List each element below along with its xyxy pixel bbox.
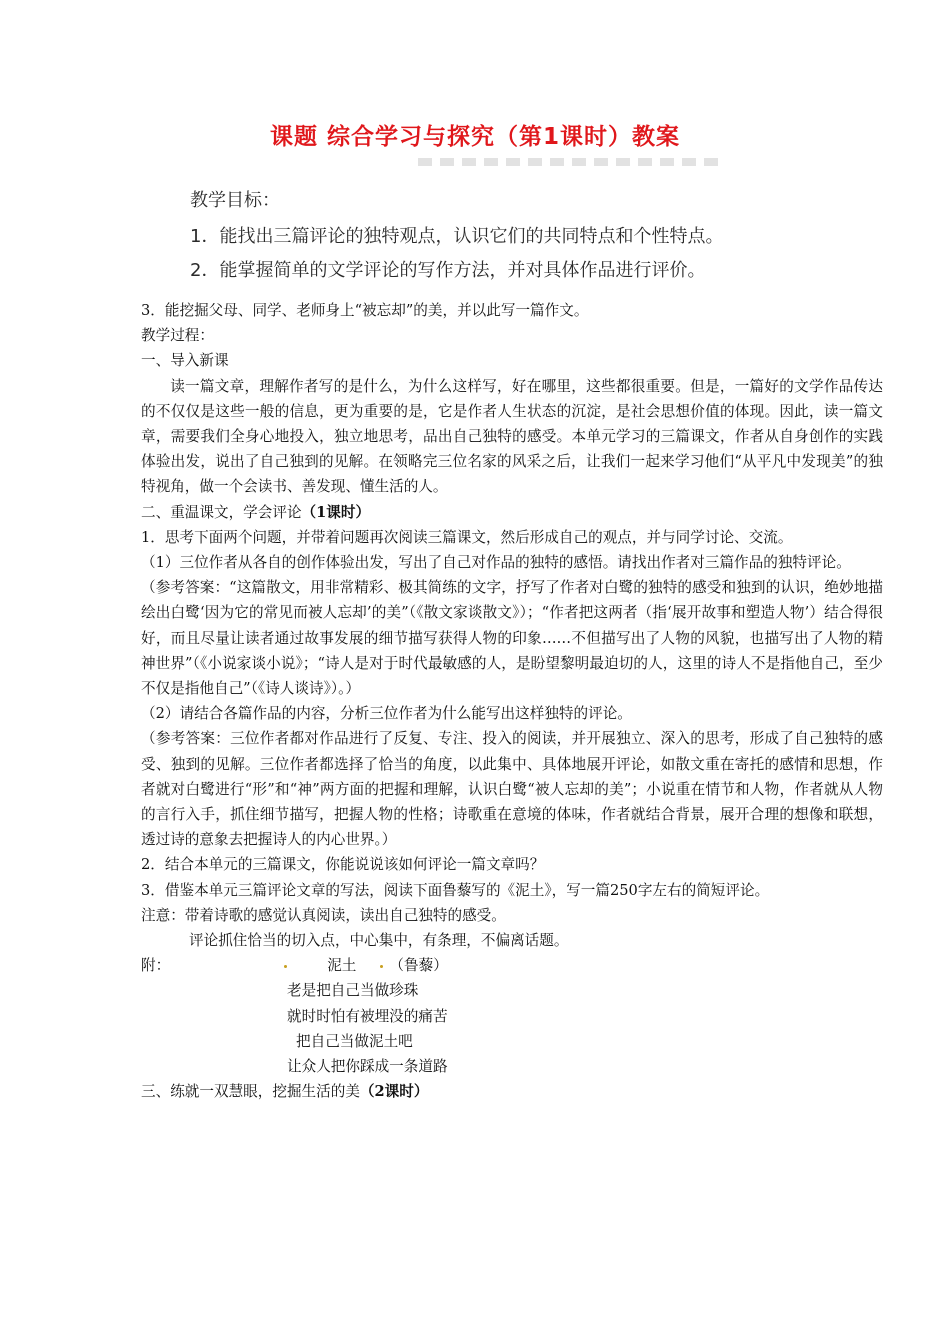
question-3: 3．借鉴本单元三篇评论文章的写法，阅读下面鲁藜写的《泥土》，写一篇250字左右的简短评论。 <box>141 881 770 899</box>
document-body <box>141 298 883 1105</box>
question-2: 2．结合本单元的三篇课文，你能说说该如何评论一篇文章吗？ <box>141 856 545 874</box>
section-3-heading: 三、练就一双慧眼，挖掘生活的美（2课时） <box>141 1083 429 1101</box>
objective-3: 3．能挖掘父母、同学、老师身上“被忘却”的美，并以此写一篇作文。 <box>141 302 589 319</box>
question-1b: （2）请结合各篇作品的内容，分析三位作者为什么能写出这样独特的评论。 <box>141 705 632 723</box>
poem-line: 就时时怕有被埋没的痛苦 <box>287 1007 448 1025</box>
objective-1: 1．能找出三篇评论的独特观点，认识它们的共同特点和个性特点。 <box>190 226 724 247</box>
section-1-heading: 一、导入新课 <box>141 352 229 370</box>
poem-line: 老是把自己当做珍珠 <box>287 982 419 1000</box>
poem-line: 让众人把你踩成一条道路 <box>287 1058 448 1076</box>
section-1-paragraph: 读一篇文章，理解作者写的是什么，为什么这样写，好在哪里，这些都很重要。但是，一篇好的文学作品传达的不仅仅是这些一般的信息，更为重要的是，它是作者人生状态的沉淀，是社会思想价值的体现。因此，读一篇文章，需要我们全身心地投入，独立地思考，品出自己独特的感受。本单元学习的三篇课文，作者从自身创作的实践体验出发，说出了自己独到的见解。在领略完三位名家的风采之后，让我们一起来学习他们“从平凡中发现美”的独特视角，做一个会读书、善发现、懂生活的人。 <box>141 377 883 496</box>
process-heading: 教学过程： <box>141 327 214 345</box>
appendix-line: 附： 泥土 （鲁藜） <box>141 957 448 975</box>
page-title: 课题 综合学习与探究（第1课时）教案 <box>269 124 680 150</box>
objective-2: 2．能掌握简单的文学评论的写作方法，并对具体作品进行评价。 <box>190 260 706 281</box>
poem-author: （鲁藜） <box>389 957 448 975</box>
dot-mark <box>380 965 383 968</box>
note-1: 注意：带着诗歌的感觉认真阅读，读出自己独特的感受。 <box>141 906 506 924</box>
faded-text-artifact <box>418 158 718 166</box>
question-1a: （1）三位作者从各自的创作体验出发，写出了自己对作品的独特的感悟。请找出作者对三篇作品的独特评论。 <box>141 554 851 572</box>
question-1: 1．思考下面两个问题，并带着问题再次阅读三篇课文，然后形成自己的观点，并与同学讨论、交流。 <box>141 528 793 546</box>
note-2: 评论抓住恰当的切入点，中心集中，有条理，不偏离话题。 <box>189 932 569 950</box>
objectives-heading: 教学目标： <box>190 190 280 211</box>
section-2-heading: 二、重温课文，学会评论（1课时） <box>141 503 371 521</box>
poem-line: 把自己当做泥土吧 <box>296 1032 413 1050</box>
answer-1: （参考答案：“这篇散文，用非常精彩、极其简练的文字，抒写了作者对白鹭的独特的感受和独到的认识，绝妙地描绘出白鹭‘因为它的常见而被人忘却’的美”（《散文家谈散文》）；“作者把这两者（指‘展开故事和塑造人物’）结合得很好，而且尽量让读者通过故事发展的细节描写获得人物的印象……不但描写出了人物的风貌，也描写出了人物的精神世界”（《小说家谈小说》；“诗人是对于时代最敏感的人，是盼望黎明最迫切的人，这里的诗人不是指他自己，至少不仅是指他自己”（《诗人谈诗》）。） <box>141 579 883 698</box>
answer-2: （参考答案：三位作者都对作品进行了反复、专注、投入的阅读，并开展独立、深入的思考，形成了自己独特的感受、独到的见解。三位作者都选择了恰当的角度，以此集中、具体地展开评论，如散文重在寄托的感情和思想，作者就对白鹭进行“形”和“神”两方面的把握和理解，认识白鹭“被人忘却的美”；小说重在情节和人物，作者就从人物的言行入手，抓住细节描写，把握人物的性格；诗歌重在意境的体味，作者就结合背景，展开合理的想像和联想，透过诗的意象去把握诗人的内心世界。） <box>141 730 883 849</box>
dot-mark <box>284 965 287 968</box>
poem-title: 泥土 <box>327 957 357 975</box>
